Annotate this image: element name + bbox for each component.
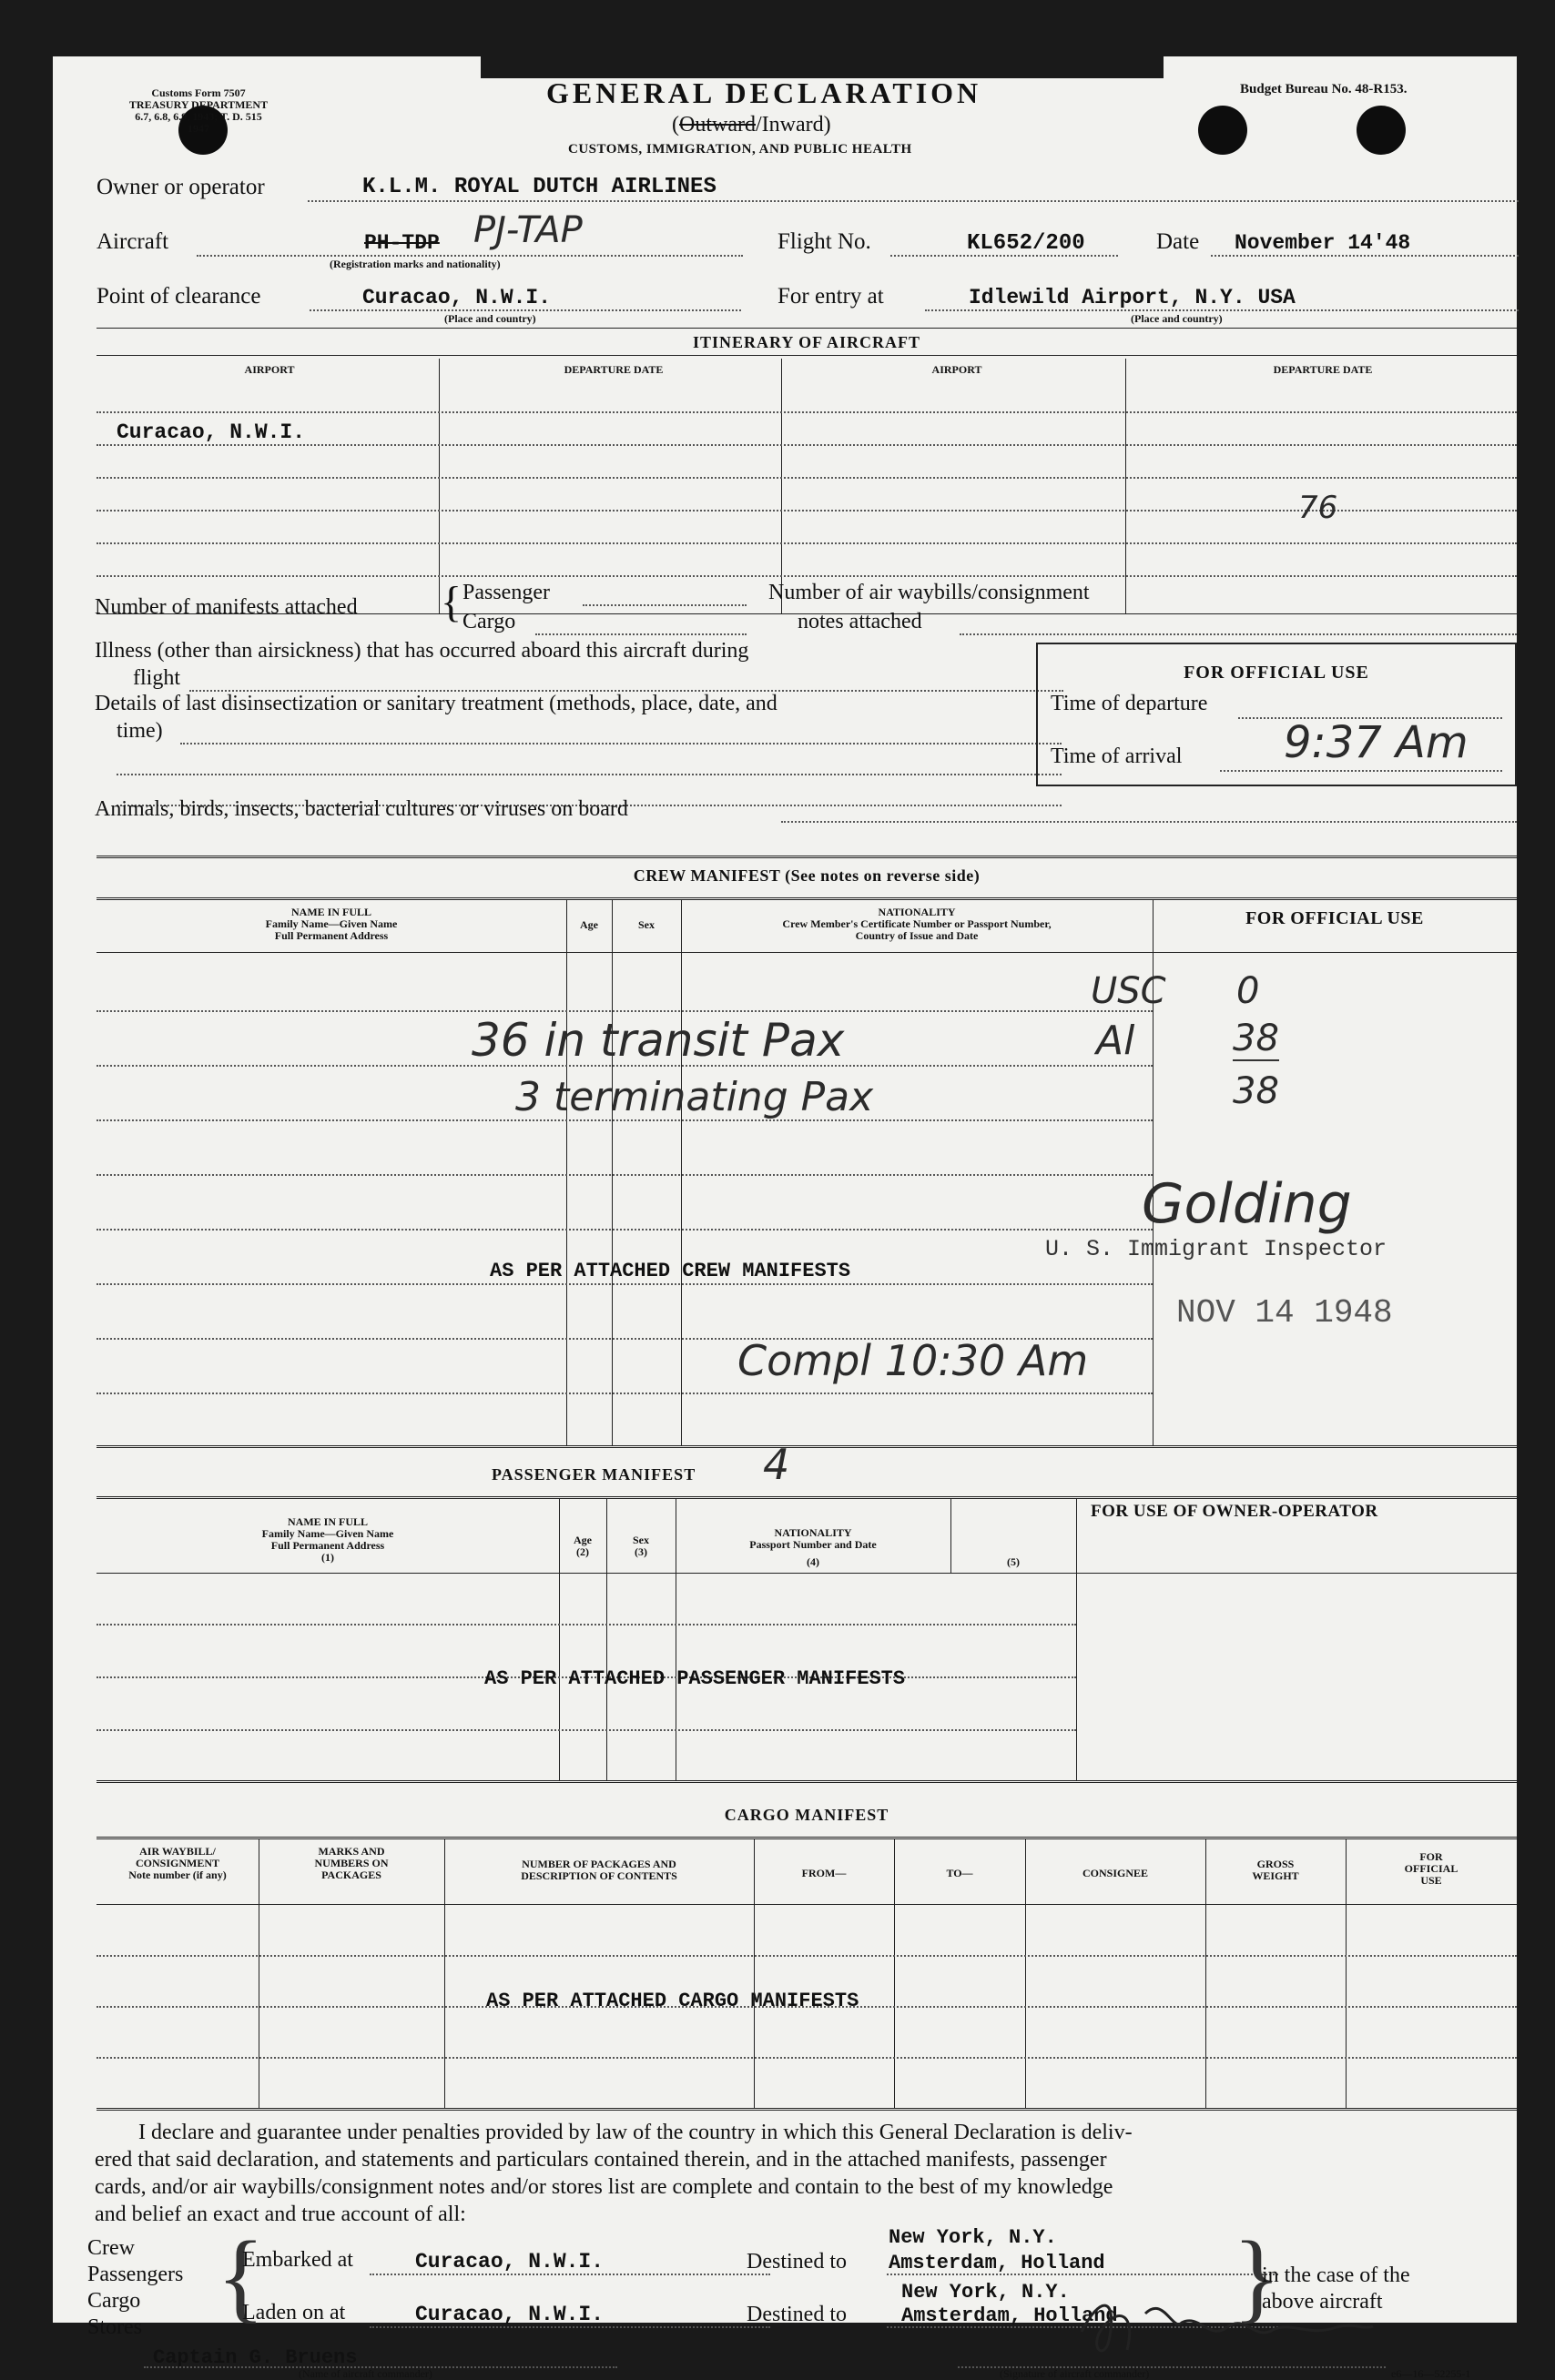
cargo-col-marks-2: NUMBERS ON bbox=[314, 1857, 389, 1869]
aircraft-handwritten: PJ-TAP bbox=[473, 209, 583, 251]
cargo-col-marks-1: MARKS AND bbox=[318, 1845, 385, 1858]
aircraft-label: Aircraft bbox=[97, 229, 169, 254]
declaration-line-3: cards, and/or air waybills/consignment notes and/or stores list are complete and contain to the best of my knowledge bbox=[95, 2175, 1113, 2199]
cargo-col-off-1: FOR bbox=[1419, 1850, 1443, 1863]
punch-hole bbox=[1357, 106, 1406, 155]
cargo-col-waybill-2: CONSIGNMENT bbox=[135, 1857, 219, 1869]
punch-hole bbox=[1198, 106, 1247, 155]
passenger-count: 4 bbox=[763, 1440, 790, 1489]
pass-col-nat-2: Passport Number and Date bbox=[749, 1538, 877, 1551]
manifests-passenger: Passenger bbox=[462, 581, 550, 604]
tally-usc-count: 0 bbox=[1236, 970, 1260, 1012]
tally-total: 38 bbox=[1233, 1070, 1279, 1112]
pass-col-age: Age bbox=[574, 1534, 592, 1546]
destined-label-1: Destined to bbox=[747, 2250, 847, 2274]
cargo-col-pkg-1: NUMBER OF PACKAGES AND bbox=[522, 1858, 676, 1870]
illness-label-1: Illness (other than airsickness) that has occurred aboard this aircraft during bbox=[95, 639, 749, 663]
crew-col-name-3: Full Permanent Address bbox=[274, 929, 389, 942]
crew-col-nat-2: Crew Member's Certificate Number or Passport Number, bbox=[782, 917, 1052, 930]
signature-caption: (Signature of aircraft commander) bbox=[1000, 2367, 1150, 2380]
itinerary-col-airport-1: AIRPORT bbox=[244, 363, 295, 376]
crew-note-transit: 36 in transit Pax bbox=[472, 1014, 845, 1067]
paper-notch bbox=[481, 56, 1164, 78]
entry-label: For entry at bbox=[778, 284, 884, 309]
aircraft-caption: (Registration marks and nationality) bbox=[330, 258, 501, 270]
itinerary-title: ITINERARY OF AIRCRAFT bbox=[692, 333, 921, 351]
agencies: CUSTOMS, IMMIGRATION, AND PUBLIC HEALTH bbox=[568, 142, 912, 157]
declaration-line-4: and belief an exact and true account of all: bbox=[95, 2203, 466, 2226]
cargo-col-to: TO— bbox=[946, 1867, 973, 1879]
owner-value: K.L.M. ROYAL DUTCH AIRLINES bbox=[362, 175, 717, 199]
clearance-caption: (Place and country) bbox=[444, 312, 536, 325]
entry-caption: (Place and country) bbox=[1131, 312, 1223, 325]
cargo-title: CARGO MANIFEST bbox=[724, 1806, 889, 1824]
time-arrival-value: 9:37 Am bbox=[1284, 717, 1469, 768]
tally-al: Al bbox=[1096, 1018, 1135, 1064]
official-use-box bbox=[1036, 643, 1517, 786]
declaration-passengers: Passengers bbox=[87, 2263, 184, 2286]
illness-label-2: flight bbox=[133, 666, 180, 690]
print-code: e6—16—52255-1 bbox=[1391, 2367, 1471, 2380]
subtitle bbox=[672, 113, 831, 137]
pass-col-name-num: (1) bbox=[321, 1551, 334, 1564]
waybills-label-1: Number of air waybills/consignment bbox=[768, 581, 1090, 604]
disinsect-label-2: time) bbox=[117, 719, 163, 743]
aircraft-typed: PH-TDP bbox=[364, 231, 440, 255]
embarked-label: Embarked at bbox=[242, 2248, 353, 2272]
cargo-col-marks-3: PACKAGES bbox=[321, 1869, 381, 1881]
form-revision: 6.7, 6.8, 6.9, 1943; T. D. 515 bbox=[135, 110, 262, 123]
declaration-cargo: Cargo bbox=[87, 2289, 141, 2313]
subtitle-open: ( bbox=[672, 113, 679, 137]
cargo-col-from: FROM— bbox=[801, 1867, 847, 1879]
passenger-per-attached: AS PER ATTACHED PASSENGER MANIFESTS bbox=[484, 1667, 906, 1690]
declaration-stores: Stores bbox=[87, 2315, 142, 2339]
passenger-title: PASSENGER MANIFEST bbox=[492, 1465, 696, 1484]
crew-col-nat-3: Country of Issue and Date bbox=[855, 929, 979, 942]
official-use-title: FOR OFFICIAL USE bbox=[1184, 663, 1369, 683]
commander-name: Captain G. Bruens bbox=[153, 2346, 358, 2369]
declaration-line-2: ered that said declaration, and statements and particulars contained therein, and in the attached manifests, passenger bbox=[95, 2148, 1107, 2172]
form-department: TREASURY DEPARTMENT bbox=[128, 98, 269, 111]
pass-col-owner: FOR USE OF OWNER-OPERATOR bbox=[1091, 1502, 1378, 1521]
laden-value: Curacao, N.W.I. bbox=[415, 2303, 605, 2326]
declaration-line-1: I declare and guarantee under penalties provided by law of the country in which this General Declaration is deliv- bbox=[138, 2121, 1133, 2144]
tally-usc: USC bbox=[1091, 970, 1166, 1012]
laden-label: Laden on at bbox=[242, 2301, 346, 2324]
flight-value: KL652/200 bbox=[967, 231, 1085, 256]
crew-col-age: Age bbox=[580, 918, 598, 931]
crew-note-terminating: 3 terminating Pax bbox=[515, 1074, 874, 1120]
case-line-1: in the case of the bbox=[1262, 2264, 1410, 2287]
pass-col-nat-1: NATIONALITY bbox=[774, 1526, 852, 1539]
cargo-col-consignee: CONSIGNEE bbox=[1082, 1867, 1149, 1879]
entry-value: Idlewild Airport, N.Y. USA bbox=[969, 286, 1296, 309]
destined-2b: Amsterdam, Holland bbox=[901, 2304, 1118, 2327]
crew-per-attached: AS PER ATTACHED CREW MANIFESTS bbox=[490, 1260, 851, 1282]
stamp-date: NOV 14 1948 bbox=[1176, 1294, 1393, 1332]
manifests-cargo: Cargo bbox=[462, 610, 516, 633]
commander-signature bbox=[1072, 2277, 1382, 2368]
crew-col-name-1: NAME IN FULL bbox=[290, 906, 371, 918]
cargo-col-off-2: OFFICIAL bbox=[1404, 1862, 1458, 1875]
cargo-per-attached: AS PER ATTACHED CARGO MANIFESTS bbox=[486, 1990, 859, 2012]
owner-label: Owner or operator bbox=[97, 175, 265, 199]
time-departure-label: Time of departure bbox=[1051, 692, 1208, 715]
manifests-brace: { bbox=[441, 578, 462, 626]
cargo-col-waybill-1: AIR WAYBILL/ bbox=[139, 1845, 216, 1858]
inspector-signature: Golding bbox=[1142, 1172, 1352, 1236]
date-value: November 14'48 bbox=[1235, 231, 1411, 255]
crew-col-sex: Sex bbox=[638, 918, 655, 931]
subtitle-full bbox=[672, 113, 678, 114]
page-title: GENERAL DECLARATION bbox=[546, 76, 982, 109]
subtitle-rest: /Inward) bbox=[755, 113, 831, 137]
itinerary-col-departure-1: DEPARTURE DATE bbox=[564, 363, 664, 376]
form-id: Customs Form 7507 bbox=[151, 86, 246, 99]
case-line-2: above aircraft bbox=[1262, 2290, 1383, 2314]
tally-al-count: 38 bbox=[1233, 1018, 1279, 1059]
declaration-brace-left: { bbox=[217, 2221, 265, 2332]
pass-col-sex-num: (3) bbox=[635, 1545, 647, 1558]
cargo-col-gross-1: GROSS bbox=[1256, 1858, 1295, 1870]
pass-col-5: (5) bbox=[1007, 1555, 1020, 1568]
animals-label: Animals, birds, insects, bacterial cultures or viruses on board bbox=[95, 797, 628, 821]
itinerary-row1-airport: Curacao, N.W.I. bbox=[117, 420, 306, 444]
declaration-form bbox=[53, 56, 1517, 2380]
crew-complete-note: Compl 10:30 Am bbox=[737, 1336, 1089, 1385]
destined-label-2: Destined to bbox=[747, 2303, 847, 2326]
destined-1a: New York, N.Y. bbox=[889, 2226, 1057, 2249]
cargo-col-off-3: USE bbox=[1420, 1874, 1442, 1887]
embarked-value: Curacao, N.W.I. bbox=[415, 2250, 605, 2274]
crew-col-nat-1: NATIONALITY bbox=[878, 906, 956, 918]
flight-label: Flight No. bbox=[778, 229, 871, 254]
destined-2a: New York, N.Y. bbox=[901, 2281, 1070, 2304]
itinerary-col-airport-2: AIRPORT bbox=[931, 363, 982, 376]
crew-title: CREW MANIFEST (See notes on reverse side) bbox=[633, 866, 981, 885]
crew-col-official: FOR OFFICIAL USE bbox=[1245, 908, 1424, 928]
crew-col-name-2: Family Name—Given Name bbox=[265, 917, 398, 930]
cargo-col-waybill-3: Note number (if any) bbox=[128, 1869, 227, 1881]
declaration-crew: Crew bbox=[87, 2236, 135, 2260]
budget-bureau: Budget Bureau No. 48-R153. bbox=[1240, 82, 1408, 96]
waybills-label-2: notes attached bbox=[798, 610, 922, 633]
itinerary-col-departure-2: DEPARTURE DATE bbox=[1273, 363, 1373, 376]
pass-col-age-num: (2) bbox=[576, 1545, 589, 1558]
disinsect-label-1: Details of last disinsectization or sanitary treatment (methods, place, date, and bbox=[95, 692, 778, 715]
pass-col-name-2: Family Name—Given Name bbox=[261, 1527, 394, 1540]
form-year: 1947 bbox=[188, 122, 209, 135]
time-arrival-label: Time of arrival bbox=[1051, 744, 1183, 768]
pass-col-name-3: Full Permanent Address bbox=[270, 1539, 385, 1552]
cargo-col-pkg-2: DESCRIPTION OF CONTENTS bbox=[521, 1869, 677, 1882]
commander-caption: (Name of aircraft commander) bbox=[299, 2367, 432, 2380]
cargo-col-gross-2: WEIGHT bbox=[1252, 1869, 1299, 1882]
subtitle-struck: Outward bbox=[679, 113, 756, 137]
inspector-stamp: U. S. Immigrant Inspector bbox=[1045, 1236, 1387, 1262]
manifests-label: Number of manifests attached bbox=[95, 595, 358, 619]
destined-1b: Amsterdam, Holland bbox=[889, 2252, 1105, 2274]
date-label: Date bbox=[1156, 229, 1200, 254]
pass-col-sex: Sex bbox=[633, 1534, 649, 1546]
clearance-value: Curacao, N.W.I. bbox=[362, 286, 552, 309]
pass-col-name-1: NAME IN FULL bbox=[287, 1515, 368, 1528]
itinerary-handwritten-note: 76 bbox=[1298, 490, 1338, 526]
clearance-label: Point of clearance bbox=[97, 284, 261, 309]
declaration-brace-right: } bbox=[1233, 2221, 1281, 2332]
pass-col-nat-num: (4) bbox=[807, 1555, 819, 1568]
